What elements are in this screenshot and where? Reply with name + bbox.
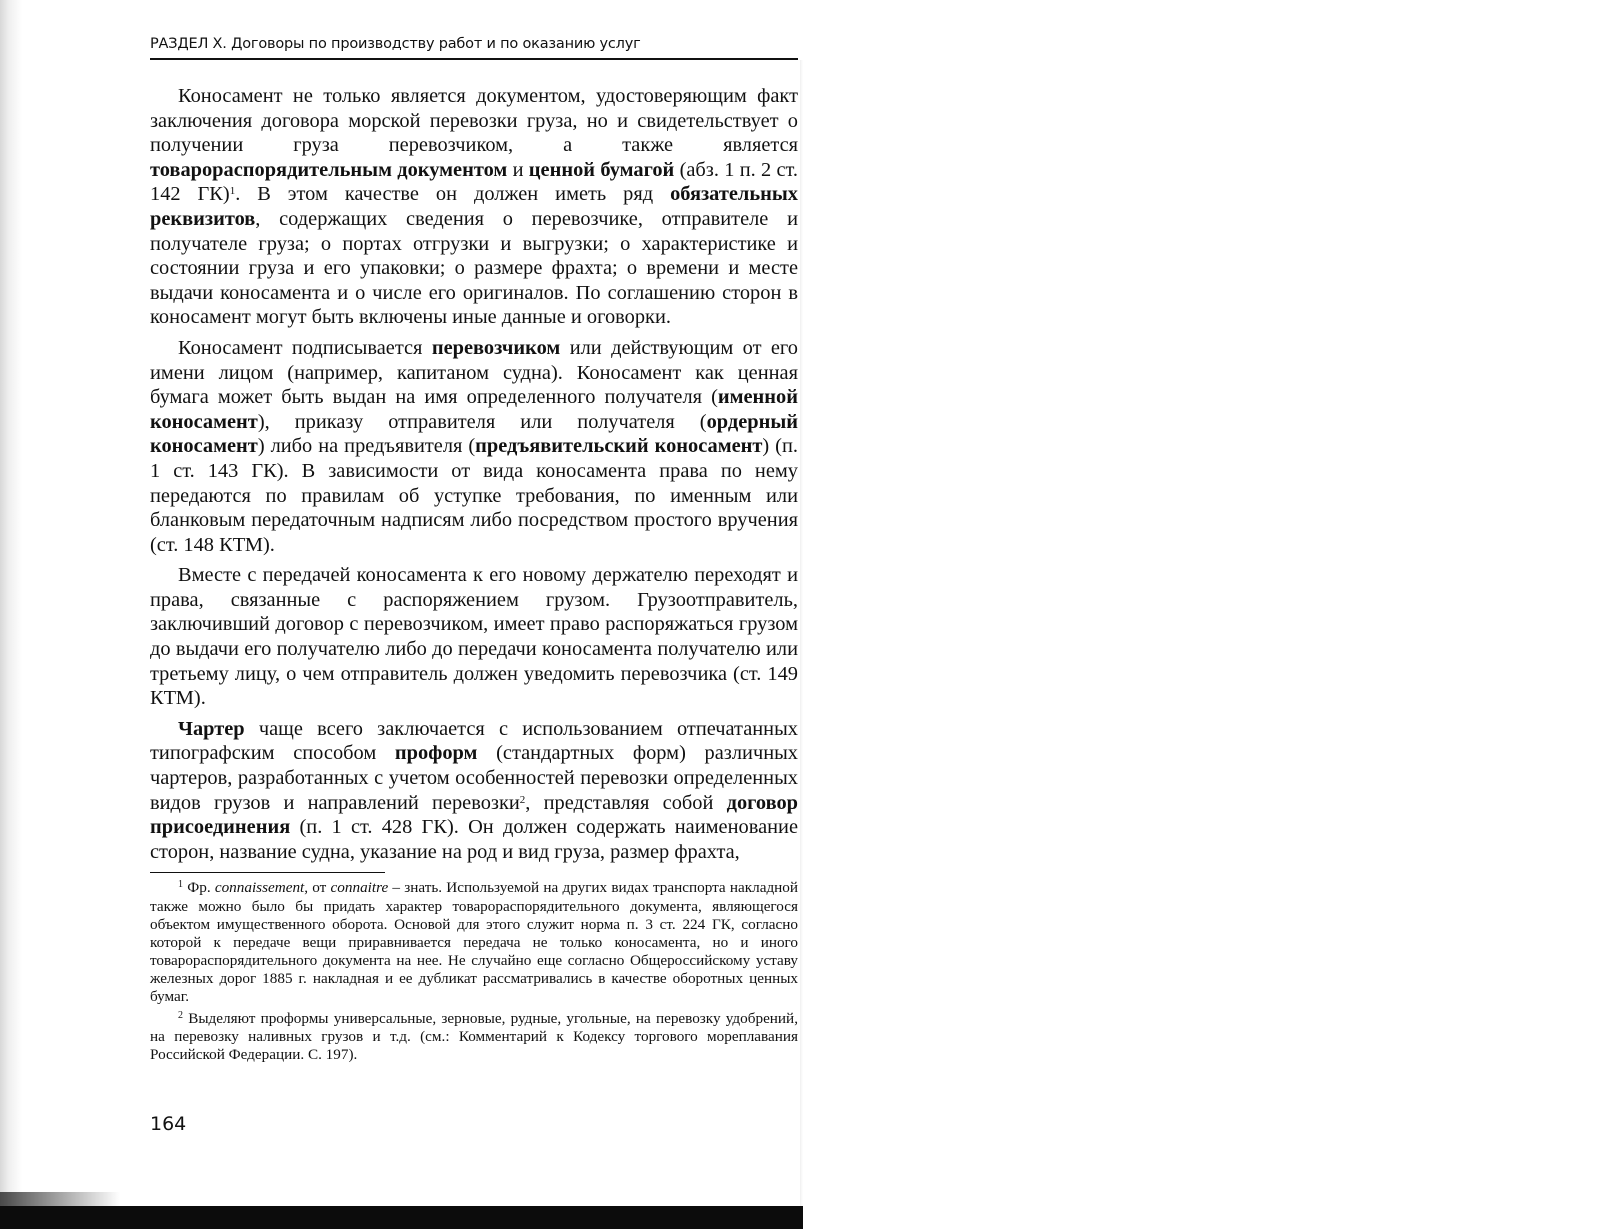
bold-term: ордерный коносамент [150,410,798,458]
text-run: Выделяют проформы универсальные, зерновые, рудные, угольные, на перевозку удобрений, на перевозку наливных грузов и т.д. (см.: Комментарий к Кодексу торгового мореплавания Российской Федерации. С. 197). [150,1010,798,1064]
text-run: Вместе с передачей коносамента к его новому держателю переходят и права, связанные с распоряжением грузом. Грузоотправитель, заключивший договор с перевозчиком, имеет право распоряжаться грузом до выдачи его получателю либо до передачи коносамента получателю или третьему лицу, о чем отправитель должен уведомить перевозчика (ст. 149 КТМ). [150,564,798,710]
footnotes [150,879,798,1064]
body-text [150,84,798,864]
footnote [150,1010,798,1064]
text-run: . В этом качестве он должен иметь ряд [235,183,671,206]
bold-term: обязательных реквизитов [150,183,798,230]
text-run: Коносамент подписывается [178,336,432,359]
bold-term: ценной бумагой [528,158,675,181]
text-run: ), приказу отправителя или получателя ( [257,410,707,433]
text-run: (стандартных форм) различных чартеров, разработанных с учетом особенностей перевозки определенных видов грузов и направлений перевозки [150,742,799,814]
scan-gutter-shadow [0,0,22,1229]
paragraph [150,84,798,330]
text-run: – знать. Используемой на других видах транспорта накладной также можно было бы придать характер товарораспорядительного документа, являющегося объектом имущественного оборота. Основой для этого служит норма п. 3 ст. 224 ГК, согласно которой к передаче вещи приравнивается передача не только коносамента, но и иного товарораспорядительного документа на нее. Не случайно еще согласно Общероссийскому уставу железных дорог 1885 г. накладная и ее дубликат рассматривались в качестве оборотных ценных бумаг. [150,879,799,1005]
page-number: 164 [150,1113,187,1135]
text-run: чаще всего заключается с использованием отпечатанных типографским способом [150,717,798,765]
bold-term: товарораспорядительным документом [150,158,508,181]
footnote-marker: 1 [178,879,183,891]
scan-bottom-border [0,1206,803,1229]
page-edge [800,60,803,1206]
running-head: РАЗДЕЛ X. Договоры по производству работ и по оказанию услуг [150,36,798,60]
italic-term: connaitre [330,879,389,897]
bold-term: проформ [394,742,478,765]
paragraph [150,717,798,865]
text-run: , от [304,879,331,897]
footnote-marker: 2 [519,793,526,806]
bold-term: предъявительский коносамент [475,435,763,458]
text-run: и [507,158,529,181]
text-run: или действующим от его имени лицом (например, капитаном судна). Коносамент как ценная бумага может быть выдан на имя определенного получателя ( [150,336,798,409]
text-run: , представляя собой [525,791,727,814]
bold-term: перевозчиком [431,336,561,359]
paragraph [150,563,798,711]
footnote-marker: 2 [178,1010,183,1022]
footnote-marker: 1 [229,185,236,198]
text-run: (п. 1 ст. 428 ГК). Он должен содержать наименование сторон, название судна, указание на род и вид груза, размер фрахта, [150,816,798,863]
text-run: (абз. 1 п. 2 ст. 142 ГК) [150,158,799,206]
book-page [150,36,798,1068]
italic-term: connaissement [214,879,305,897]
text-run: , содержащих сведения о перевозчике, отправителе и получателе груза; о портах отгрузки и выгрузки; о характеристике и состоянии груза и его упаковки; о размере фрахта; о времени и месте выдачи коносамента и о числе его оригиналов. По соглашению сторон в коносамент могут быть включены иные данные и оговорки. [150,207,798,329]
text-run: ) либо на предъявителя ( [257,435,476,458]
footnote [150,879,798,1006]
text-run: Коносамент не только является документом, удостоверяющим факт заключения договора морской перевозки груза, но и свидетельствует о получении груза перевозчиком, а также является [150,85,798,157]
footnote-rule [150,872,385,873]
bold-term: договор присоединения [150,791,798,839]
text-run: Фр. [183,879,215,897]
bold-term: Чартер [178,717,245,740]
text-run: ) (п. 1 ст. 143 ГК). В зависимости от вида коносамента права по нему передаются по правилам об уступке требования, по именным или бланковым передаточным надписям либо посредством простого вручения (ст. 148 КТМ). [150,435,798,556]
bold-term: именной коносамент [150,386,798,433]
paragraph [150,336,798,557]
